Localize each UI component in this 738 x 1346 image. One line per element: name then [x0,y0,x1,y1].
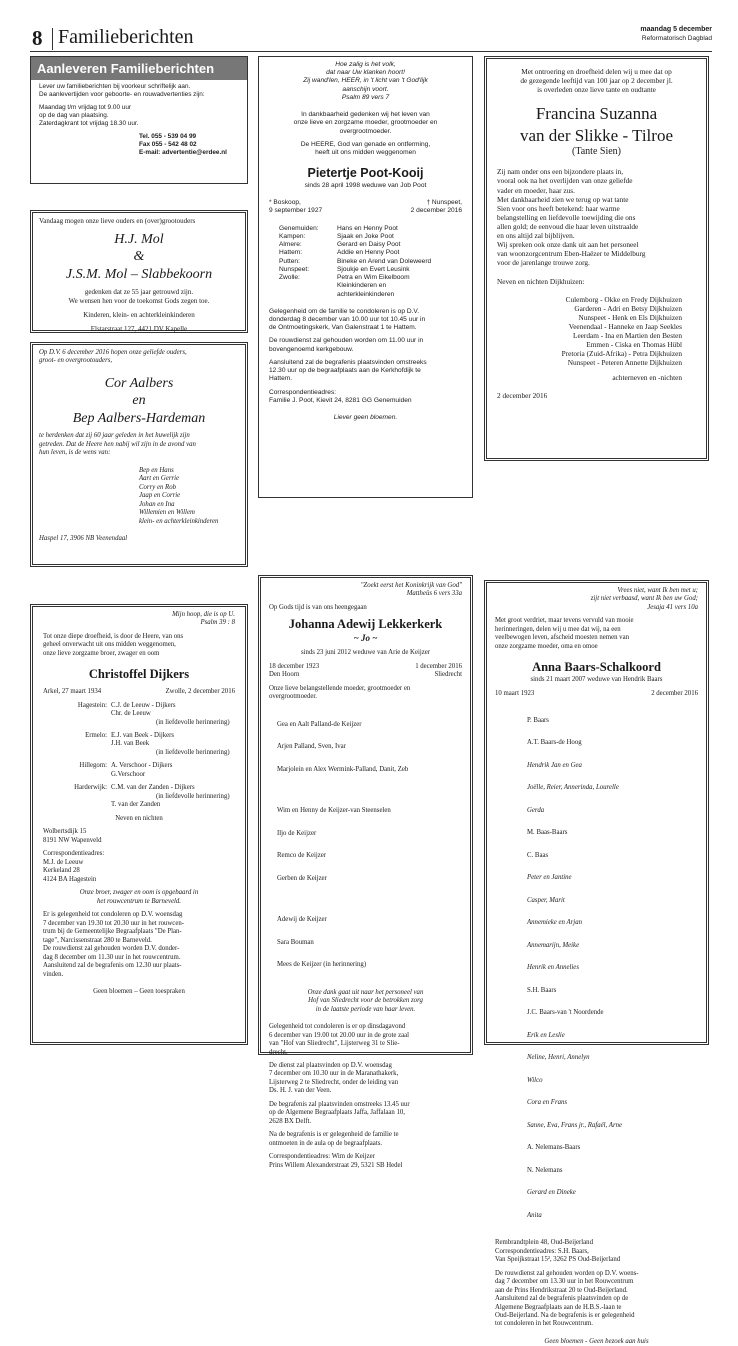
closing-note: Geen bloemen - Geen bezoek aan huis [544,1337,649,1345]
family-intro: Neven en nichten Dijkhuizen: [497,276,585,286]
deceased-name: van der Slikke - Tilroe [520,125,673,145]
body-line: te herdenken dat zij 60 jaar geleden in het huwelijk zijn [39,432,190,440]
body-line: tot condoleren in het Rouwcentrum. [495,1320,593,1328]
poem-line: Zij wand'len, HEER, in 't licht van 't God'lijk [303,77,428,85]
body-line: van "Hof van Sliedrecht", Lijsterweg 31 te Slie- [269,1040,400,1048]
family-member: Joëlle, Reier, Annerinda, Lourelle [527,784,619,792]
verse-line: Vrees niet, want Ik ben met u; [617,587,698,594]
body-line: bovengenoemd kerkgebouw. [269,345,354,353]
family-member: N. Nelemans [527,1166,563,1174]
relative-place: Nunspeet: [279,265,310,273]
body-line: Oud-Beijerland. Na de begrafenis is er gelegenheid [495,1312,635,1319]
body-line: Wij spreken ook onze dank uit aan het personeel [497,240,639,250]
intro-text: veelbewogen leven, afscheid moesten nemen van [495,634,629,642]
family-member: Veenendaal - Hanneke en Jaap Seekles [568,321,682,331]
obituary-van-der-slikke [484,56,709,461]
body-line: allen gold; de eenvoud die haar leven uitstraalde [497,221,639,231]
family-member: Hendrik Jan en Gea [527,761,582,769]
family-member: A.T. Baars-de Hoog [527,739,582,747]
correspondence-label: Correspondentieadres: Wim de Keijzer [269,1153,375,1161]
deceased-name: Pietertje Poot-Kooij [307,166,424,181]
body-line: Gelegenheid om de familie te condoleren is op D.V. [269,307,420,315]
body-line: Met dankbaarheid zien we terug op wat tante [497,194,629,204]
body-line: hun leven, is de wens van: [39,449,111,457]
body-line: 12.30 uur op de begraafplaats aan de Kerkhofdijk te [269,367,421,375]
family-member: Cora en Frans [527,1099,568,1107]
address: Haspel 17, 3906 NB Veenendaal [39,535,128,543]
intro-text: Vandaag mogen onze lieve ouders en (over)grootouders [39,217,196,225]
body-line: van woonzorgcentrum Eben-Haëzer te Middelburg [497,249,646,259]
intro-text: geheel onverwacht uit ons midden weggenomen, [43,641,176,649]
intro-text: onze lieve zorgzame broer, zwager en oom [43,649,160,657]
poem-line: Hoe zalig is het volk, [335,61,396,68]
relative-place: Kampen: [279,232,306,240]
birth-date: 10 maart 1923 [495,689,535,697]
intro-text: heeft uit ons midden weggenomen [315,149,416,157]
family-member: Bep en Hans [139,466,174,474]
section-title: Familieberichten [58,26,194,48]
family-member: Henrik en Annelies [527,964,579,972]
body-line: de Ontmoetingskerk, Van Galenstraat 1 te Hattem. [269,324,417,332]
family-member: Adewij de Keijzer [277,916,327,924]
family-member: Garderen - Adri en Betsy Dijkhuizen [574,303,682,313]
info-line: Lever uw familieberichten bij voorkeur schriftelijk aan. [39,83,191,90]
widow-note: sinds 23 juni 2012 weduwe van Arie de Keijzer [300,649,431,657]
poem-line: Psalm 89 vers 7 [341,93,390,101]
family-member: Wim en Henny de Keijzer-van Steenselen [277,807,391,815]
verse-line: "Zoekt eerst het Koninkrijk van God" [360,582,462,589]
intro-text: Onze lieve belangstellende moeder, grootmoeder en [269,684,411,692]
nickname: ~ Jo ~ [353,633,378,644]
relative-names: Chr. de Leeuw [111,710,151,718]
family-member: Gerda [527,806,545,814]
laid-out-note: het rouwcentrum te Barneveld. [97,897,181,905]
poem-line: aanschijn voort. [342,85,389,93]
birth-date: 9 september 1927 [269,207,323,215]
body-line: ontmoeten in de aula op de begraafplaats. [269,1139,383,1147]
deceased-name: Anna Baars-Schalkoord [532,660,661,675]
intro-text: Met ontroering en droefheid delen wij u mee dat op [521,67,672,76]
closing-note: Geen bloemen – Geen toespraken [93,988,185,996]
relative-place: Hillegom: [79,762,107,770]
relative-place: Putten: [279,257,300,265]
body-line: 7 december om 10.30 uur in de Maranathakerk, [269,1070,399,1078]
fax-number: Fax 055 - 542 48 02 [139,141,197,148]
family-member: Emmen - Ciska en Thomas Hübl [586,340,682,350]
family-member: Iljo de Keijzer [277,829,317,837]
family-member: Mees de Keijzer (in herinnering) [277,961,367,969]
correspondence-address: 4124 BA Hagestein [43,875,97,883]
body-line: trum bij de Gemeentelijke Begraafplaats "De Plan- [43,928,182,936]
body-line: Algemene Begraafplaats aan de H.B.S.-laan te [495,1303,622,1311]
relative-names: C.J. de Leeuw - Dijkers [111,701,176,709]
thanks-line: in de laatste periode van haar leven. [315,1005,416,1013]
signature-line: Kinderen, klein- en achterkleinkinderen [83,310,195,319]
body-line: Na de begrafenis is er gelegenheid de familie te [269,1131,399,1139]
body-line: en ons altijd zal bijblijven. [497,231,575,241]
body-line: De begrafenis zal plaatsvinden omstreeks 13.45 uur [269,1100,410,1108]
family-member: P. Baars [527,716,549,724]
body-line: belangstelling en liefdevolle toewijding die ons [497,212,636,222]
body-line: vader en moeder, haar zus. [497,185,575,195]
relatives-list [279,225,462,299]
person-name: Cor Aalbers [104,375,174,391]
family-member: M. Baas-Baars [527,829,568,837]
poem [269,61,462,102]
body-line: vinden. [43,970,64,978]
body-line: De rouwdienst zal gehouden worden op D.V. woens- [495,1269,639,1277]
birth-date: 18 december 1923 [269,662,320,670]
birth-place: * Boskoop, [269,199,301,207]
family-member: Annemieke en Arjan [527,919,582,927]
info-box-body [31,80,247,160]
relative-names: Gerard en Daisy Poot [337,241,401,249]
widow-note: sinds 21 maart 2007 weduwe van Hendrik Baars [530,676,663,684]
body-line: 2628 BX Delft. [269,1117,312,1125]
family-member: Marjolein en Alex Wermink-Palland, Danit, Zeb [277,765,409,773]
relative-names: G.Verschoor [111,770,146,778]
relative-place: Zwolle: [279,274,300,282]
family-member: Jaap en Corrie [139,492,181,500]
relative-place: Harderwijk: [74,784,107,792]
intro-text: Tot onze diepe droefheid, is door de Heere, van ons [43,632,184,640]
birth-info: Arkel, 27 maart 1934 [43,688,102,696]
edition-date: maandag 5 december [640,26,712,33]
body-line: Aansluitend zal de begrafenis plaatsvinden op de [495,1295,629,1303]
family-member: C. Baas [527,851,549,859]
intro-text: is overleden onze lieve tante en oudtante [537,85,656,95]
death-date: 1 december 2016 [415,662,462,670]
nephews-line: Neven en nichten [115,814,163,822]
family-member: Willemien en Willem [139,509,195,517]
intro-text: overgrootmoeder. [269,693,318,701]
death-place: Sliedrecht [434,671,462,679]
intro-text: De HEERE, God van genade en ontferming, [300,140,431,148]
family-member: klein- en achterkleinkinderen [139,517,219,525]
intro-text: herinneringen, delen wij u mee dat wij, na een [495,625,621,633]
relative-names: Hans en Henny Poot [337,224,398,232]
family-member: Gerben de Keijzer [277,874,327,882]
widow-note: sinds 28 april 1998 weduwe van Job Poot [304,181,427,189]
relative-names: Sjaak en Joke Poot [337,232,394,240]
family-member: Johan en Ina [139,500,175,508]
family-member: Nunspeet - Henk en Els Dijkhuizen [578,312,682,322]
family-member: S.H. Baars [527,986,557,994]
family-list [277,707,462,984]
relative-place: Hattem: [279,249,303,257]
relative-names: Petra en Wim Eikelboom [337,274,410,282]
relative-names: (in liefdevolle herinnering) [156,792,230,800]
family-member: Culemborg - Okke en Fredy Dijkhuizen [565,294,682,304]
body-line: Gelegenheid tot condoleren is er op dinsdagavond [269,1023,406,1031]
family-member: Corry en Rob [139,483,177,491]
body-line: We wensen hen voor de toekomst Gods zegen toe. [68,297,210,305]
family-member: Leerdam - Ina en Martien den Besten [572,331,682,341]
family-member: Aart en Gerrie [139,475,180,483]
body-line: Aansluitend zal de begrafenis plaatsvinden omstreeks [269,358,427,366]
family-list [497,295,696,382]
info-line: De aanlevertijden voor geboorte- en rouwadvertenties zijn: [39,91,205,98]
death-date: 2 december 2016 [651,689,698,697]
body-line: 6 december van 19.00 tot 20.00 uur in de grote zaal [269,1031,410,1039]
intro-text: de gezegende leeftijd van 100 jaar op 2 december jl. [520,76,673,86]
family-member: A. Nelemans-Baars [527,1144,581,1152]
body-line: Aansluitend zal de begrafenis om 12.30 uur plaats- [43,962,182,970]
body-line: gedenken dat ze 55 jaar getrouwd zijn. [84,288,194,297]
relative-names: Bineke en Arend van Doleweerd [337,257,432,265]
intro-text: In dankbaarheid gedenken wij het leven van [301,111,430,119]
body-line: 7 december van 19.30 tot 20.30 uur in het rouwcen- [43,919,184,927]
family-member: Peter en Jantine [527,874,572,882]
notice-date: 2 december 2016 [497,390,548,400]
relative-names: Kleinkinderen en [337,282,387,290]
family-member: J.C. Baars-van 't Noordende [527,1009,604,1017]
phone-number: Tel. 055 - 539 04 99 [139,133,197,140]
relative-place: Almere: [279,241,302,249]
obituary-dijkers [30,604,248,1045]
correspondence-label: Correspondentieadres: [269,388,337,396]
correspondence-address: Familie J. Poot, Kievit 24, 8281 GG Genemuiden [269,396,412,404]
family-member: Sanne, Eva, Frans jr., Rafaël, Arne [527,1121,623,1129]
intro-text: Met groot verdriet, maar tevens vervuld van mooie [495,617,634,625]
poem-line: dat naar Uw klanken hoort! [326,69,405,77]
deceased-name: Francina Suzanna [535,104,658,124]
closing-line: achterneven en -nichten [612,372,682,382]
address: Elstarstraat 127, 4421 DV Kapelle [90,324,188,333]
death-info: Zwolle, 2 december 2016 [165,688,235,696]
family-member: Remco de Keijzer [277,852,327,860]
intro-text: onze lieve en zorgzame moeder, grootmoeder en [293,119,438,127]
obituary-baars [484,580,709,1345]
header-divider [52,28,53,50]
relative-place: Genemuiden: [279,224,319,232]
thanks-line: Onze dank gaat uit naar het personeel van [307,988,424,996]
deceased-name: Christoffel Dijkers [88,667,190,682]
intro-text: Op D.V. 6 december 2016 hopen onze geliefde ouders, [39,349,187,356]
birth-place: Den Hoorn [269,671,300,679]
body-line: op de Algemene Begraafplaats Jaffa, Jaffalaan 10, [269,1109,406,1117]
verse-ref: Mattheüs 6 vers 33a [406,590,462,598]
info-line: op de dag van plaatsing. [39,112,109,119]
verse-line: Mijn hoop, die is op U. [172,611,235,618]
info-line: Zaterdagkrant tot vrijdag 18.30 uur. [39,120,139,127]
person-name: J.S.M. Mol – Slabbekoorn [65,266,213,282]
closing-note: Liever geen bloemen. [333,414,398,422]
laid-out-note: Onze broer, zwager en oom is opgebaard in [79,889,199,897]
body-line: donderdag 8 december van 10.00 uur tot 10.45 uur in [269,316,426,324]
family-member: Nunspeet - Peteren Annette Dijkhuizen [567,358,682,368]
conjunction: en [132,393,146,409]
relatives-list [49,702,235,810]
correspondence-label: Correspondentieadres: [43,850,105,858]
relative-names: (in liefdevolle herinnering) [156,718,230,726]
correspondence-label: Correspondentieadres: S.H. Baars, [495,1247,589,1255]
person-name: Bep Aalbers-Hardeman [72,410,206,426]
obituary-poot [258,56,473,498]
paper-name: Reformatorisch Dagblad [641,35,712,42]
body-line: De rouwdienst zal gehouden worden D.V. donder- [43,945,180,953]
relative-names: C.M. van der Zanden - Dijkers [111,784,195,792]
verse-ref: Psalm 39 : 8 [200,619,235,627]
thanks-line: Hof van Sliedrecht voor de betrokken zorg [308,997,423,1005]
family-member: Arjen Palland, Sven, Ivar [277,743,346,751]
body-line: Zij nam onder ons een bijzondere plaats in, [497,167,624,177]
announcement-aalbers [30,342,248,567]
deceased-name: Johanna Adewij Lekkerkerk [288,617,443,632]
email-address: E-mail: advertentie@erdee.nl [139,149,227,156]
body-line: Hattem. [269,375,293,383]
body-line: getreden. Dat de Heere hen nabij wil zijn in de avond van [39,440,196,448]
family-member: Pretoria (Zuid-Afrika) - Petra Dijkhuizen [561,349,682,359]
relative-names: J.H. van Beek [111,740,150,748]
family-member: Erik en Leslie [527,1031,565,1039]
body-line: tage", Narcissenstraat 280 te Barneveld. [43,936,152,944]
intro-text: onze zorgzame moeder, oma en omoe [495,642,598,650]
family-member: Sara Bouman [277,938,314,946]
intro-text: Op Gods tijd is van ons heengegaan [269,603,367,611]
correspondence-address: Prins Willem Alexanderstraat 29, 5321 SB Hedel [269,1161,403,1169]
body-line: dag 7 december om 13.30 uur in het Rouwcentrum [495,1278,634,1286]
body-line: Er is gelegenheid tot condoleren op D.V. woensdag [43,911,183,919]
body-line: Lijsterweg 2 te Sliedrecht, onder de leiding van [269,1078,399,1086]
body-line: vooral ook na het overlijden van onze geliefde [497,176,633,186]
death-place: † Nunspeet, [426,199,462,207]
address: Wolbertsdijk 15 [43,828,87,836]
relative-names: (in liefdevolle herinnering) [156,748,230,756]
relative-names: E.J. van Beek - Dijkers [111,731,175,739]
death-date: 2 december 2016 [410,207,462,215]
body-line: Ds. H. J. van der Veen. [269,1087,332,1095]
obituary-lekkerkerk [258,575,473,1169]
relative-place: Ermelo: [85,731,107,739]
relative-names: A. Verschoor - Dijkers [111,762,173,770]
page-number: 8 [32,26,43,50]
nickname: (Tante Sien) [571,145,621,157]
family-member: Annemarijn, Meike [527,941,580,949]
person-name: H.J. Mol [114,231,164,247]
info-box [30,56,248,184]
verse-line: zijt niet verbaasd, want Ik ben uw God; [590,595,698,603]
ampersand: & [133,249,145,265]
body-line: drecht. [269,1048,288,1056]
relative-names: Addie en Henny Poot [337,249,400,257]
correspondence-address: Van Speijkstraat 15², 3262 PS Oud-Beijerland [495,1256,621,1264]
relative-names: Sjoukje en Evert Leusink [337,265,410,273]
family-member: Wilco [527,1076,543,1084]
family-member: Anita [527,1211,542,1219]
address: 8191 NW Wapenveld [43,836,102,844]
family-list [527,703,698,1234]
intro-text: overgrootmoeder. [339,127,392,135]
correspondence-address: M.J. de Leeuw [43,858,84,866]
intro-text: groot- en overgrootouders, [39,357,113,365]
body-line: De rouwdienst zal gehouden worden om 11.00 uur in [269,337,424,345]
body-line: Sien voor ons heeft betekend: haar warme [497,203,620,213]
relative-names: achterkleinkinderen [337,290,395,298]
body-line: De dienst zal plaatsvinden op D.V. woensdag [269,1061,392,1069]
body-line: dag 8 december om 11.30 uur in het rouwcentrum. [43,953,181,961]
relative-place: Hagestein: [77,701,107,709]
relative-names: T. van der Zanden [111,801,161,809]
correspondence-address: Kerkeland 28 [43,867,80,875]
family-list [139,467,239,526]
family-member: Gea en Aalt Palland-de Keijzer [277,720,362,728]
header-rule [30,51,712,52]
info-line: Maandag t/m vrijdag tot 9.00 uur [39,104,132,111]
body-line: aan de Prins Hendrikstraat 20 te Oud-Beijerland. [495,1286,628,1294]
info-box-title: Aanleveren Familieberichten [31,57,247,80]
announcement-mol [30,210,248,333]
body-line: voor de jarenlange trouwe zorg. [497,258,590,268]
family-member: Neline, Henri, Annelyn [527,1054,590,1062]
address: Rembrandtplein 48, Oud-Beijerland [495,1239,593,1247]
verse-ref: Jesaja 41 vers 10a [647,603,698,611]
family-member: Gerard en Dineke [527,1189,576,1197]
family-member: Casper, Marit [527,896,565,904]
